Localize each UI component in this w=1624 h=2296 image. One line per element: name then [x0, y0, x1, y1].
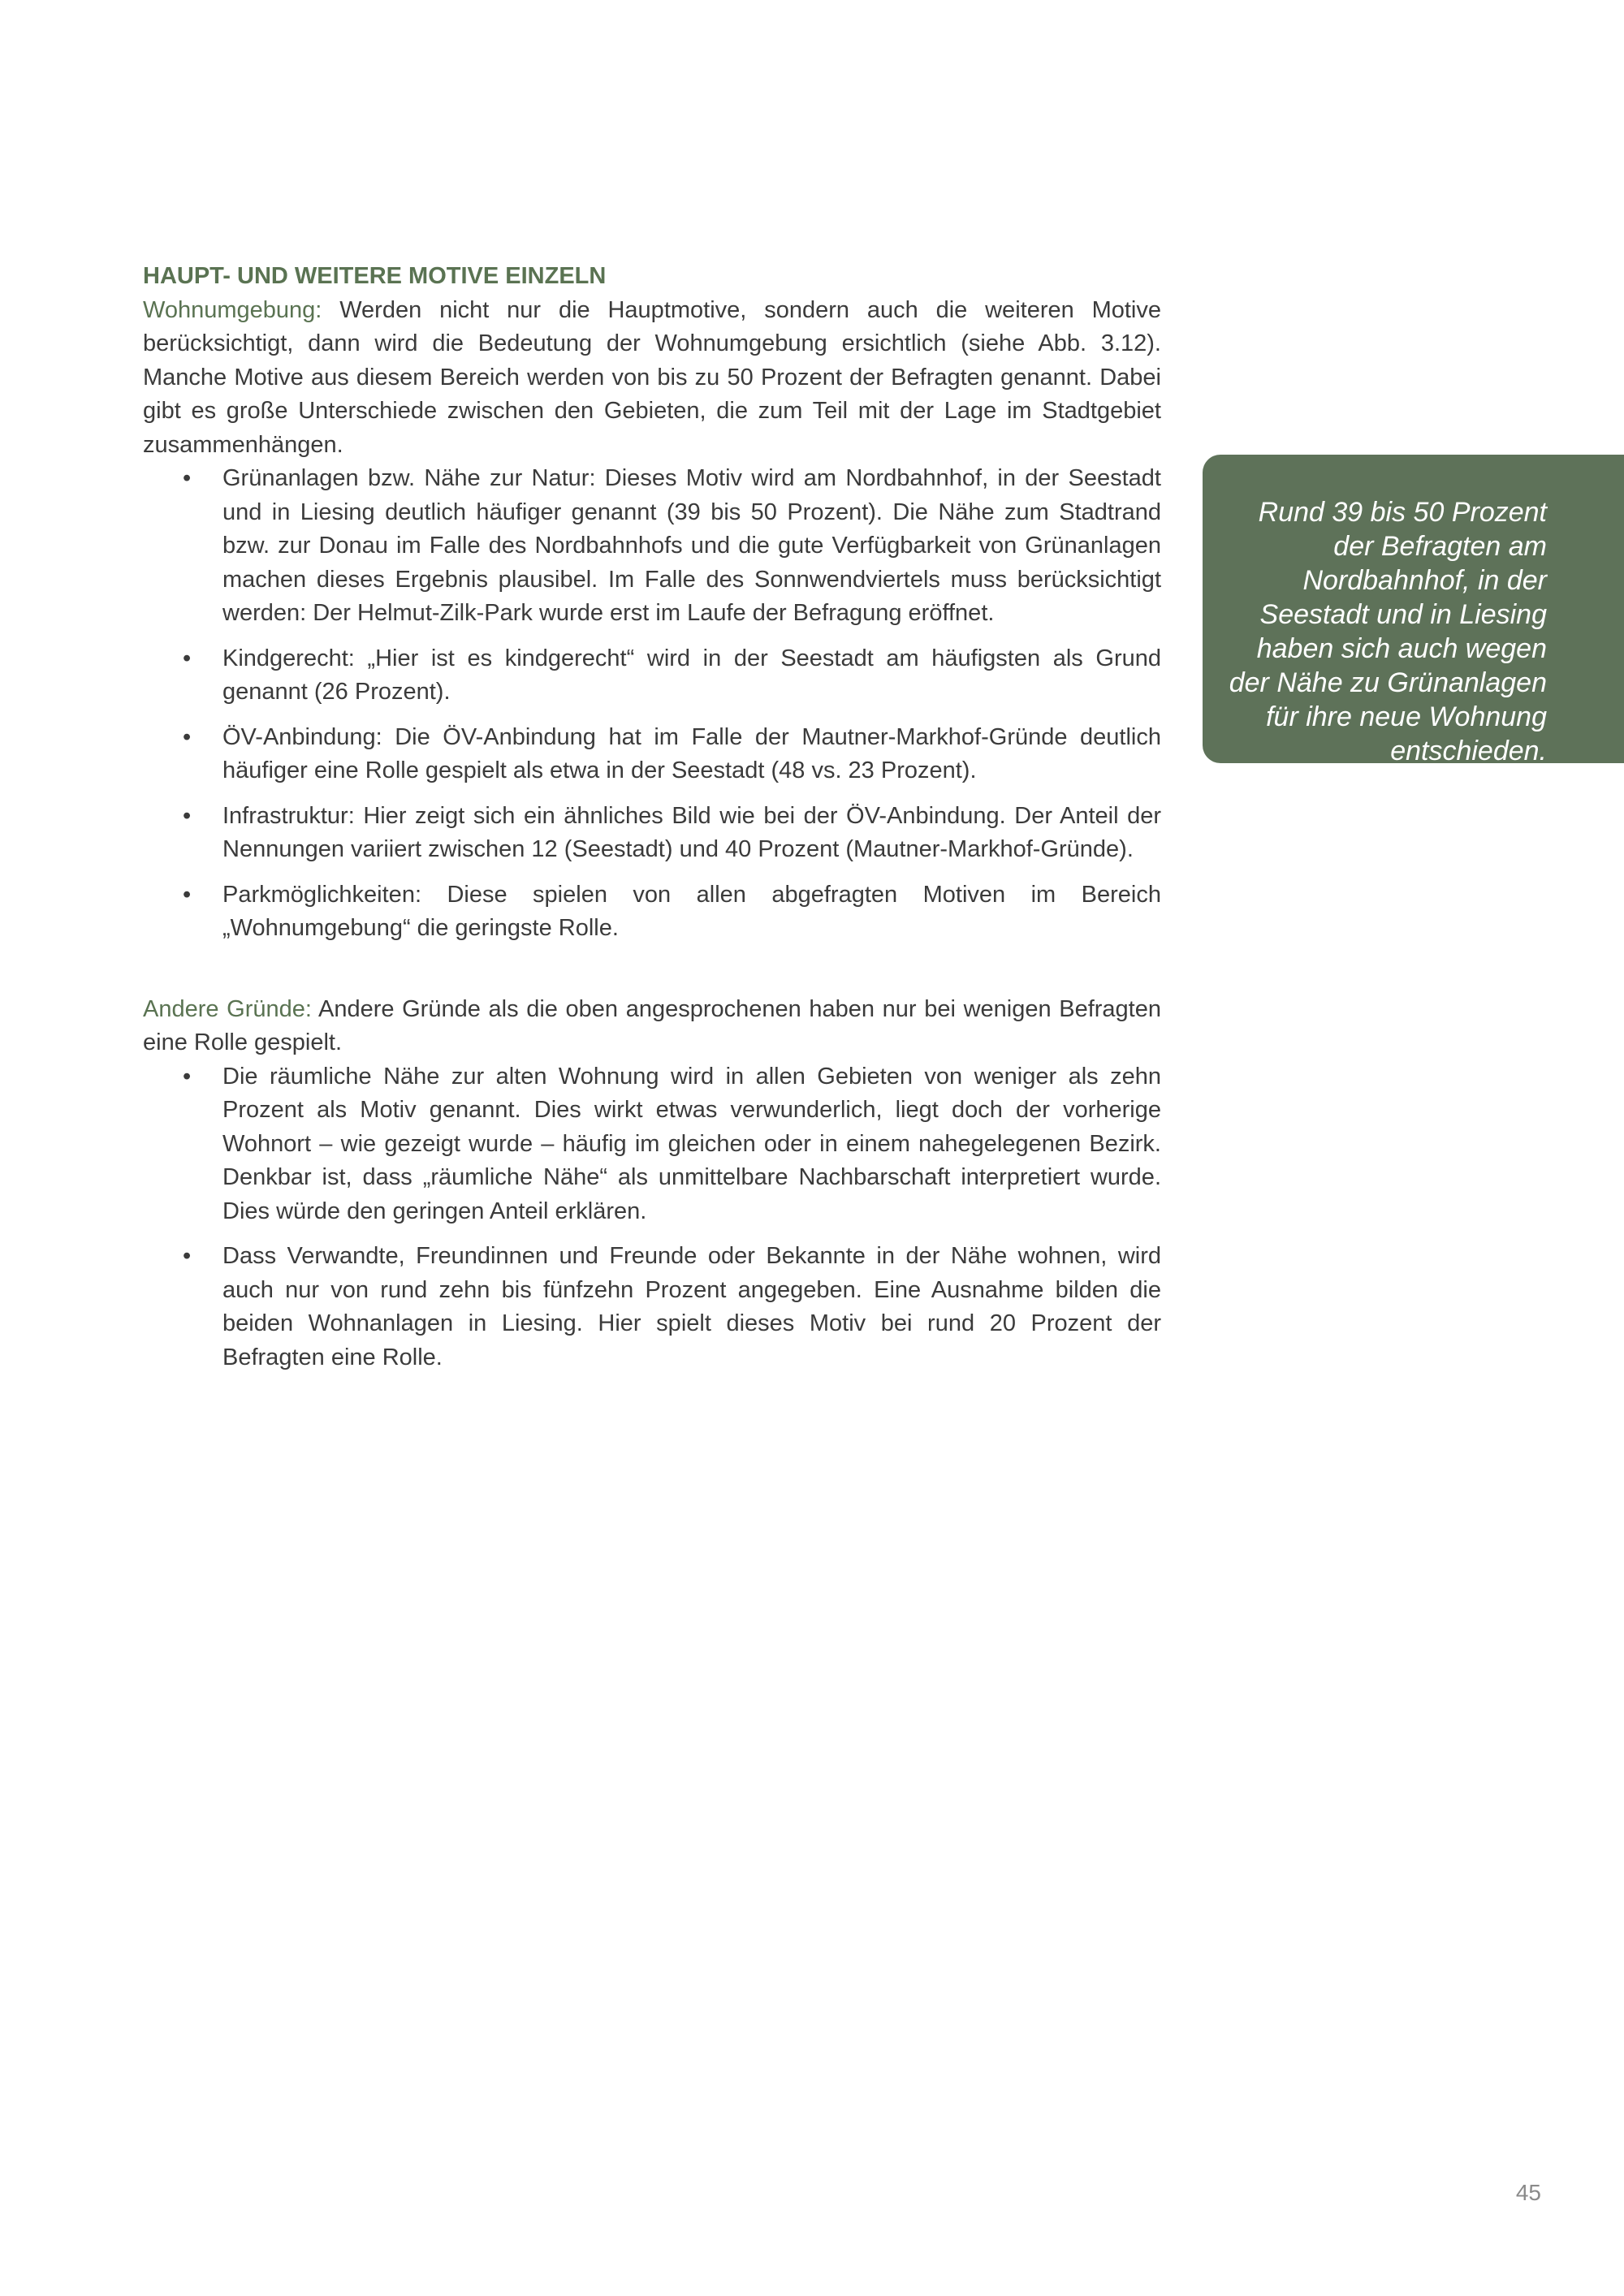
- andere-gruende-list: [143, 1060, 1161, 1375]
- wohnumgebung-paragraph: [143, 294, 1161, 463]
- list-item: • Kindgerecht: „Hier ist es kindgerecht“ wird in der Seestadt am häufigsten als Grund genannt (26 Prozent).: [143, 642, 1161, 710]
- list-item: • Grünanlagen bzw. Nähe zur Natur: Dieses Motiv wird am Nordbahnhof, in der Seestadt und in Liesing deutlich häufiger genannt (39 bis 50 Prozent). Die Nähe zum Stadtrand bzw. zur Donau im Falle des Nordbahnhofs und die gute Verfügbarkeit von Grünanlagen machen dieses Ergebnis plausibel. Im Falle des Sonnwendviertels muss berücksichtigt werden: Der Helmut-Zilk-Park wurde erst im Laufe der Befragung eröffnet.: [143, 462, 1161, 631]
- andere-gruende-paragraph: [143, 993, 1161, 1060]
- wohnumgebung-text: Werden nicht nur die Hauptmotive, sondern auch die weiteren Motive berücksichtigt, dann wird die Bedeutung der Wohnumgebung ersichtlich (siehe Abb. 3.12). Manche Motive aus diesem Bereich werden von bis zu 50 Prozent der Befragten genannt. Dabei gibt es große Unterschiede zwischen den Gebieten, die zum Teil mit der Lage im Stadtgebiet zusammenhängen.: [143, 296, 1161, 458]
- pull-quote-callout: Rund 39 bis 50 Prozent der Befragten am Nordbahnhof, in der Seestadt und in Liesing haben sich auch wegen der Nähe zu Grünanlagen für ihre neue Wohnung entschieden.: [1203, 455, 1624, 763]
- list-item: • Dass Verwandte, Freundinnen und Freunde oder Bekannte in der Nähe wohnen, wird auch nur von rund zehn bis fünfzehn Prozent angegeben. Eine Ausnahme bilden die beiden Wohnanlagen in Liesing. Hier spielt dieses Motiv bei rund 20 Prozent der Befragten eine Rolle.: [143, 1240, 1161, 1375]
- andere-gruende-section: [143, 993, 1161, 1375]
- list-item: • Infrastruktur: Hier zeigt sich ein ähnliches Bild wie bei der ÖV-Anbindung. Der Anteil der Nennungen variiert zwischen 12 (Seestadt) und 40 Prozent (Mautner-Markhof-Gründe).: [143, 800, 1161, 867]
- main-content: [143, 260, 1161, 1386]
- list-item: • Parkmöglichkeiten: Diese spielen von allen abgefragten Motiven im Bereich „Wohnumgebung“ die geringste Rolle.: [143, 878, 1161, 946]
- list-item: • ÖV-Anbindung: Die ÖV-Anbindung hat im Falle der Mautner-Markhof-Gründe deutlich häufiger eine Rolle gespielt als etwa in der Seestadt (48 vs. 23 Prozent).: [143, 721, 1161, 788]
- page-number: 45: [1515, 2180, 1541, 2205]
- wohnumgebung-list: [143, 462, 1161, 946]
- wohnumgebung-lead: Wohnumgebung:: [143, 296, 322, 323]
- andere-gruende-lead: Andere Gründe:: [143, 995, 312, 1022]
- section-heading: HAUPT- UND WEITERE MOTIVE EINZELN: [143, 263, 607, 289]
- andere-gruende-text: Andere Gründe als die oben angesprochenen haben nur bei wenigen Befragten eine Rolle gespielt.: [143, 995, 1161, 1055]
- list-item: • Die räumliche Nähe zur alten Wohnung wird in allen Gebieten von weniger als zehn Prozent als Motiv genannt. Dies wirkt etwas verwunderlich, liegt doch der vorherige Wohnort – wie gezeigt wurde – häufig im gleichen oder in einem nahegelegenen Bezirk. Denkbar ist, dass „räumliche Nähe“ als unmittelbare Nachbarschaft interpretiert wurde. Dies würde den geringen Anteil erklären.: [143, 1060, 1161, 1229]
